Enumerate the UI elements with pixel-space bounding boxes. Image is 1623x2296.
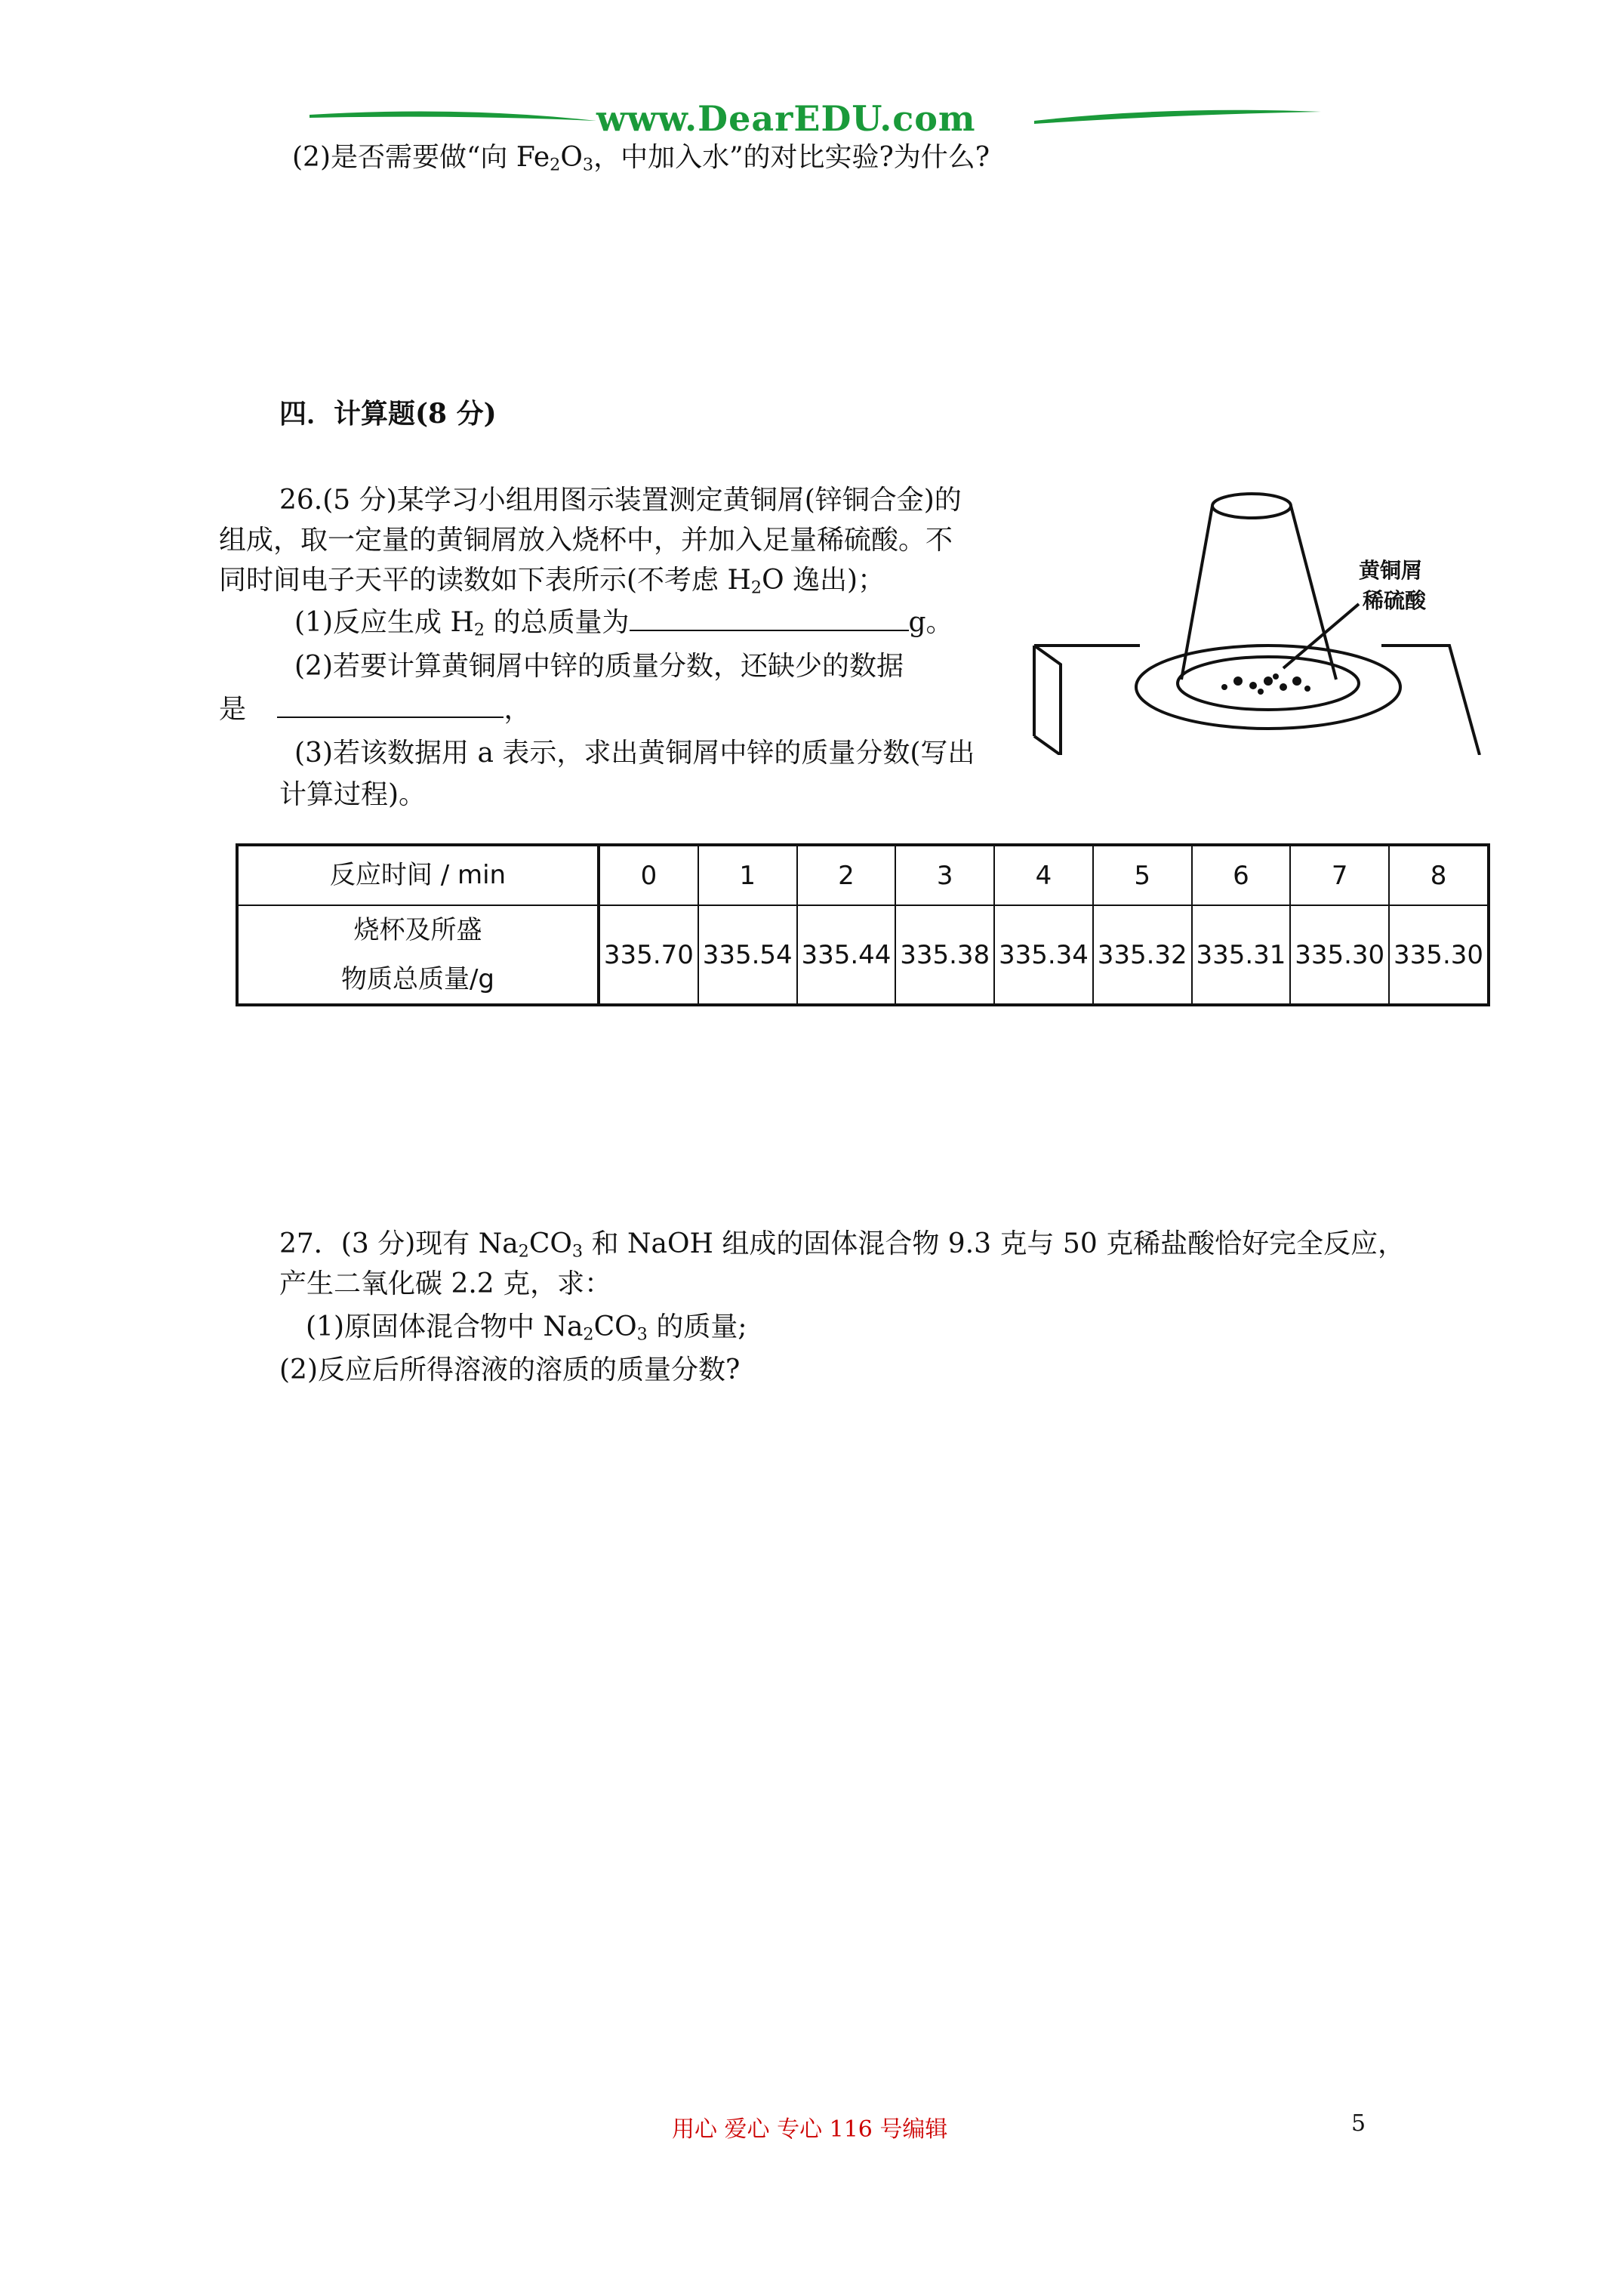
apparatus-figure xyxy=(1027,483,1510,755)
right-swoosh xyxy=(1034,110,1321,124)
row-header-time: 反应时间 / min xyxy=(237,845,599,905)
time-cell: 3 xyxy=(895,845,994,905)
time-cell: 1 xyxy=(698,845,797,905)
q27-line4: (2)反应后所得溶液的溶质的质量分数? xyxy=(279,1354,741,1385)
q25-part2: (2)是否需要做“向 $Fe_2O_3$，中加入水”的对比实验?为什么? xyxy=(292,142,990,175)
q26-line3: 同时间电子天平的读数如下表所示(不考虑 $H_2O$ 逸出)； xyxy=(219,565,885,598)
q26-part1: (1)反应生成 $H_2$ 的总质量为 g。 xyxy=(294,604,953,641)
mass-cell: 335.38 xyxy=(895,905,994,1005)
answer-blank-1[interactable] xyxy=(630,604,909,631)
mass-cell: 335.30 xyxy=(1389,905,1489,1005)
time-cell: 4 xyxy=(994,845,1093,905)
footer-text: 用心 爱心 专心 116 号编辑 xyxy=(672,2116,948,2143)
left-swoosh xyxy=(310,112,596,122)
balance-outline xyxy=(1034,646,1140,755)
answer-blank-2[interactable] xyxy=(277,691,504,718)
row-header-mass: 烧杯及所盛 物质总质量/g xyxy=(237,905,599,1005)
page-number: 5 xyxy=(1351,2110,1366,2137)
reaction-data-table xyxy=(236,843,1490,1006)
q26-line2: 组成，取一定量的黄铜屑放入烧杯中，并加入足量稀硫酸。不 xyxy=(219,525,953,556)
time-cell: 6 xyxy=(1192,845,1291,905)
time-cell: 0 xyxy=(599,845,698,905)
figure-label-1: 黄铜屑 xyxy=(1359,558,1423,583)
q26-part2-line2: 是 ， xyxy=(219,691,531,728)
site-logo[interactable]: www.DearEDU.com xyxy=(596,98,976,139)
mass-cell: 335.70 xyxy=(599,905,698,1005)
table-row-time xyxy=(237,845,1489,905)
mass-cell: 335.31 xyxy=(1192,905,1291,1005)
time-cell: 2 xyxy=(797,845,896,905)
q26-part2-line1: (2)若要计算黄铜屑中锌的质量分数，还缺少的数据 xyxy=(294,651,904,682)
q27-line3: (1)原固体混合物中 $Na_2CO_3$ 的质量; xyxy=(306,1311,747,1345)
table-row-mass xyxy=(237,905,1489,1005)
beaker-body xyxy=(1181,506,1336,680)
q27-line2: 产生二氧化碳 2.2 克，求： xyxy=(279,1268,612,1299)
mass-cell: 335.34 xyxy=(994,905,1093,1005)
beaker-mouth xyxy=(1212,494,1291,518)
time-cell: 8 xyxy=(1389,845,1489,905)
time-cell: 5 xyxy=(1093,845,1192,905)
mass-cell: 335.30 xyxy=(1290,905,1389,1005)
time-cell: 7 xyxy=(1290,845,1389,905)
mass-cell: 335.44 xyxy=(797,905,896,1005)
pointer-line xyxy=(1283,604,1359,668)
q27-line1: 27．(3 分)现有 $Na_2CO_3$ 和 NaOH 组成的固体混合物 9.3 克与 50 克稀盐酸恰好完全反应， xyxy=(279,1228,1406,1262)
q26-part3-line1: (3)若该数据用 a 表示，求出黄铜屑中锌的质量分数(写出 xyxy=(294,738,975,769)
mass-cell: 335.32 xyxy=(1093,905,1192,1005)
figure-label-2: 稀硫酸 xyxy=(1363,588,1427,613)
section-heading: 四．计算题(8 分) xyxy=(279,398,497,430)
mass-cell: 335.54 xyxy=(698,905,797,1005)
q26-line1: 26.(5 分)某学习小组用图示装置测定黄铜屑(锌铜合金)的 xyxy=(279,485,962,516)
q26-part3-line2: 计算过程)。 xyxy=(279,779,427,810)
